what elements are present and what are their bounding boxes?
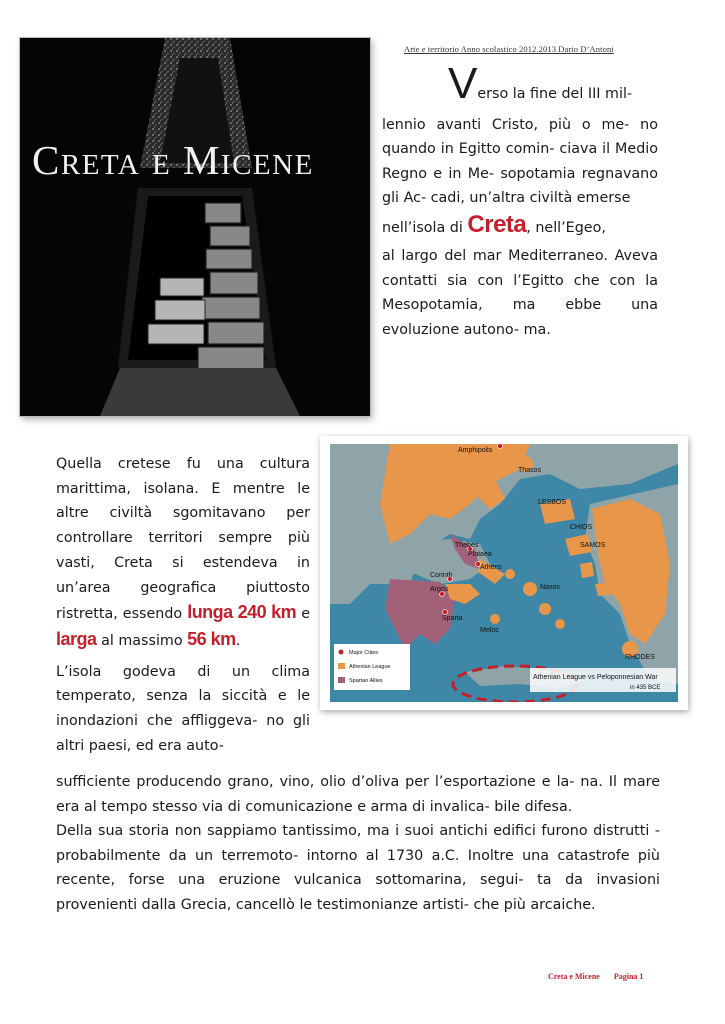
intro-line-3 [382, 210, 658, 241]
intro-text: nell’isola di [382, 219, 468, 236]
map-label: Plataea [468, 551, 492, 558]
legend-label: Spartan Allies [349, 678, 383, 684]
intro-paragraph [382, 59, 658, 342]
page-header: Arte e territorio Anno scolastico 2012.2013 Dario D’Antoni [404, 44, 614, 54]
drop-cap: V [448, 59, 478, 108]
greece-map [330, 444, 678, 702]
map-label: RHODES [625, 654, 655, 661]
highlight-larga: larga [56, 628, 97, 649]
body-column [56, 452, 310, 758]
map-image [320, 436, 688, 710]
footer-title: Creta e Micene [548, 972, 600, 981]
paragraph-text: . [235, 632, 241, 649]
cover-image [20, 38, 370, 416]
map-label: Athens [480, 564, 502, 571]
legend-label: Athenian League [349, 664, 391, 670]
intro-text: , nell’Egeo, [526, 219, 606, 236]
paragraph-culture [56, 452, 310, 654]
tomb-doorway-illustration [20, 38, 370, 416]
paragraph-text: e [296, 606, 310, 623]
page-number: Pagina 1 [613, 972, 644, 981]
paragraph-climate-cont: sufficiente producendo grano, vino, olio d’oliva per l’esportazione e la- na. Il mare era al tempo stesso via di comunicazione e arma di invalica- bile difesa. [56, 774, 660, 815]
intro-line-1: erso la fine del III mil- [477, 86, 633, 102]
intro-line-2: lennio avanti Cristo, più o me- no quando in Egitto comin- ciava il Medio Regno e in Me- sopotamia regnavano gli Ac- cadi, un’altra civiltà emerse [382, 116, 658, 206]
page-footer [548, 972, 657, 981]
map-label: Corinth [430, 572, 453, 579]
map-label: Naxos [540, 584, 560, 591]
map-label: Amphipolis [458, 447, 493, 454]
full-width-text [56, 770, 660, 917]
map-label: Thasos [518, 467, 541, 474]
paragraph-history: Della sua storia non sappiamo tantissimo, ma i suoi antichi edifici furono distrutti -probabilmente da un terremoto- intorno al 1730 a.C. Inoltre una catastrofe più recente, forse una eruzione vulcanica sottomarina, segui- ta da invasioni provenienti dalla Grecia, cancellò le testimonianze artisti- che più arcaiche. [56, 823, 660, 913]
map-banner: Athenian League vs Peloponnesian War [533, 674, 658, 681]
paragraph-text: Quella cretese fu una cultura marittima, isolana. E mentre le altre civiltà sgomitavano per controllare territori sempre più vasti, Creta si estendeva in un’area geografica piuttosto ristretta, essendo [56, 456, 310, 623]
map-label: Melos [480, 627, 499, 634]
map-label: LESBOS [538, 499, 567, 506]
map-label: Argos [430, 586, 449, 593]
map-label: CHIOS [570, 524, 593, 531]
map-legend [334, 644, 410, 690]
paragraph-text: al massimo [96, 632, 188, 649]
paragraph-climate: L’isola godeva di un clima temperato, senza la siccità e le inondazioni che affliggeva- no gli altri paesi, ed era auto- [56, 663, 310, 754]
cover-title: Creta e Micene [32, 137, 314, 183]
highlight-lunga: lunga 240 km [187, 602, 297, 623]
map-label: Sparta [442, 615, 463, 622]
map-label: Thebes [455, 542, 479, 549]
map-label: SAMOS [580, 542, 606, 549]
highlight-creta: Creta [467, 210, 527, 238]
legend-label: Major Cities [349, 650, 379, 656]
highlight-56km: 56 km [187, 628, 236, 649]
intro-first-line [382, 59, 658, 108]
map-date: in 435 BCE [630, 685, 661, 691]
intro-line-4: al largo del mar Mediterraneo. Aveva contatti sia con l’Egitto che con la Mesopotamia, ma ebbe una evoluzione autono- ma. [382, 248, 658, 338]
